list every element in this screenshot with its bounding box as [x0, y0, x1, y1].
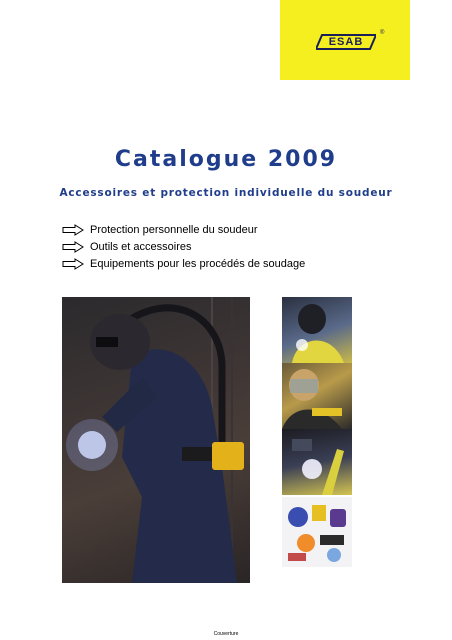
logo-text: ESAB [328, 36, 364, 48]
page-caption: Couverture [213, 631, 239, 637]
list-item [62, 238, 305, 255]
list-item-label: Equipements pour les procédés de soudage [90, 257, 306, 270]
topic-list [62, 221, 305, 272]
arrow-right-icon [62, 224, 84, 236]
welder-helmet-photo [282, 297, 352, 363]
list-item-label: Protection personnelle du soudeur [90, 223, 258, 236]
list-item-label: Outils et accessoires [90, 240, 192, 253]
page-subtitle: Accessoires et protection individuelle du soudeur [59, 187, 393, 199]
arrow-right-icon [62, 258, 84, 270]
welder-main-photo [62, 297, 250, 583]
esab-logo [280, 0, 410, 80]
welding-torch-photo [282, 429, 352, 495]
protective-visor-photo [282, 363, 352, 429]
esab-logo-badge [316, 33, 376, 51]
list-item [62, 221, 305, 238]
arrow-right-icon [62, 241, 84, 253]
list-item [62, 255, 305, 272]
accessories-photo [282, 497, 352, 567]
registered-mark: ® [380, 30, 385, 36]
page-title: Catalogue 2009 [114, 147, 338, 172]
